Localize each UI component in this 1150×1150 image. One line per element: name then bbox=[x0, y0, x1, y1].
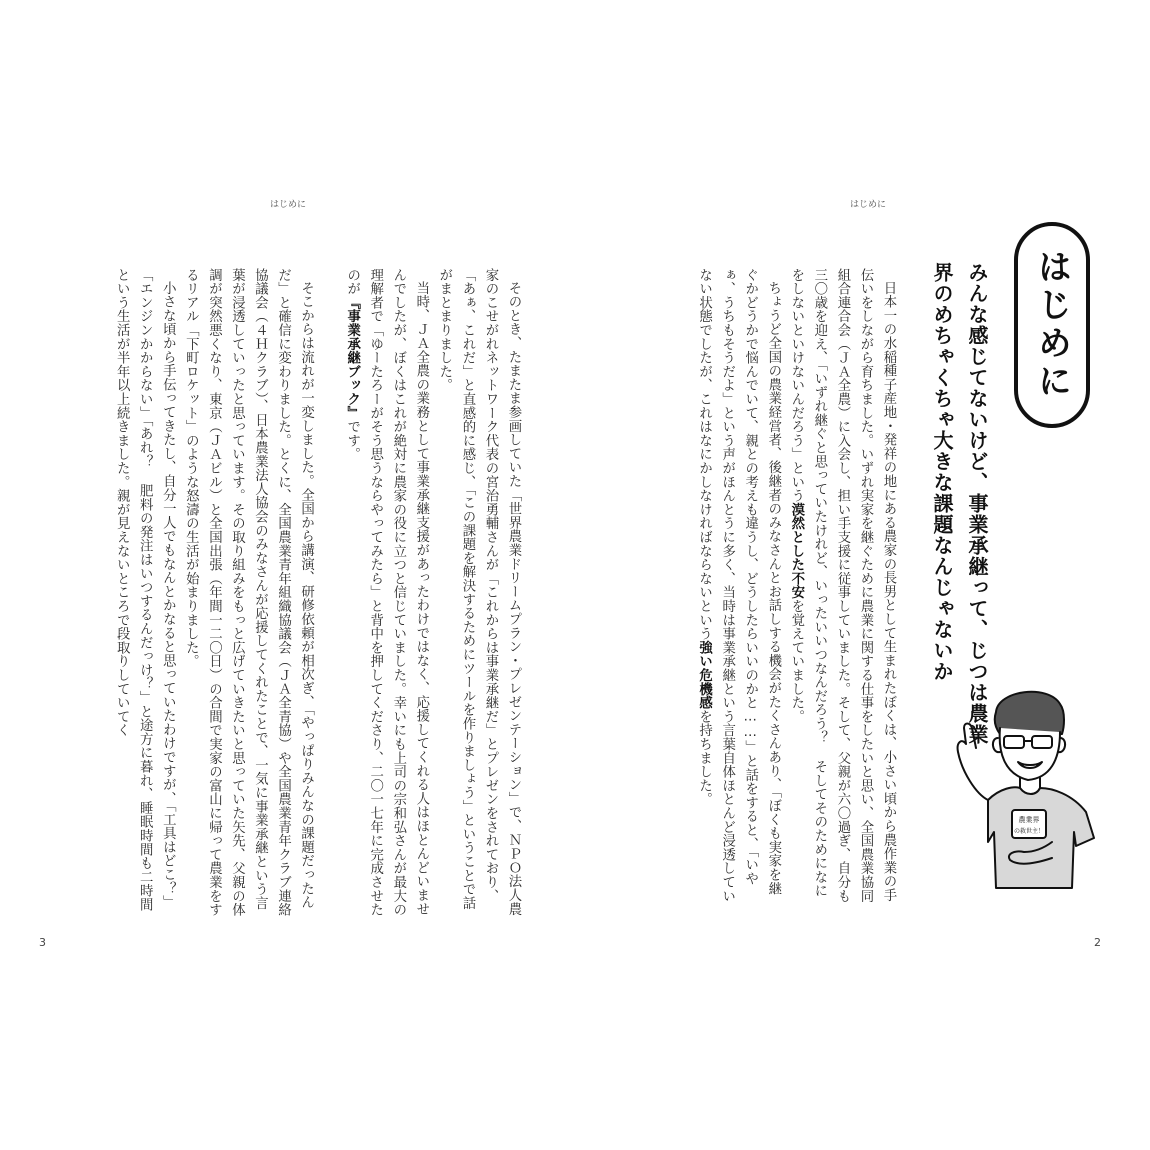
right-page-body bbox=[620, 268, 900, 908]
chapter-subtitle: みんな感じてないけど、事業承継って、じつは農業界のめちゃくちゃ大きな課題なんじゃないか bbox=[930, 262, 989, 745]
svg-text:農業界: 農業界 bbox=[1018, 816, 1040, 824]
page-number-left: 3 bbox=[39, 936, 46, 949]
paragraph: 当時、ＪＡ全農の業務として事業承継支援があったわけではなく、応援してくれる人はほとんどいませんでしたが、ぼくはこれが絶対に農家の役に立つと信じていました。幸いにも上司の宗和弘さんが最大の理解者で「ゆーたろーがそう思うならやってみたら」と背中を押してくださり、二〇一七年に完成させたのが『事業承継ブック』です。 bbox=[344, 268, 429, 917]
emphasis-text: 漠然とした不安 bbox=[788, 502, 804, 600]
paragraph: ちょうど全国の農業経営者、後継者のみなさんとお話しする機会がたくさんあり、「ぼくも実家を継ぐかどうかで悩んでいて、親との考えも違うし、どうしたらいいのかと……」と話をすると、「いやぁ、うちもそうだよ」という声がほんとうに多く、当時は事業承継という言葉自体ほとんど浸透していない状態でしたが、これはなにかしなければならないという強い危機感を持ちました。 bbox=[696, 268, 781, 903]
paragraph: そのとき、たまたま参画していた「世界農業ドリームプラン・プレゼンテーション」で、ＮＰＯ法人農家のこせがれネットワーク代表の宮治勇輔さんが「これからは事業承継だ」とプレゼンをされており、「あぁ、これだ」と直感的に感じ、「この課題を解決するためにツールを作りましょう」ということで話がまとまりました。 bbox=[436, 268, 521, 917]
emphasis-text: 強い危機感 bbox=[696, 640, 712, 710]
paragraph: 小さな頃から手伝ってきたし、自分一人でもなんとかなると思っていたわけですが、「工具はどこ？」「エンジンかからない」「あれ？ 肥料の発注はいつするんだっけ？」と途方に暮れ、睡眠時間も二時間という生活が半年以上続きました。親が見えないところで段取りしていてく bbox=[114, 268, 176, 912]
paragraph: そこからは流れが一変しました。全国から講演、研修依頼が相次ぎ、「やっぱりみんなの課題だったんだ」と確信に変わりました。とくに、全国農業青年組織協議会（ＪＡ全青協）や全国農業青年クラブ連絡協議会（４Ｈクラブ）、日本農業法人協会のみなさんが応援してくれたことで、一気に事業承継という言葉が浸透していったと思っています。その取り組みをもっと広げていきたいと思っていた矢先、父親の体調が突然悪くなり、東京（ＪＡビル）と全国出張（年間一二〇日）の合間で実家の富山に帰って農業をするリアル「下町ロケット」のような怒濤の生活が始まりました。 bbox=[183, 268, 314, 917]
author-illustration bbox=[948, 682, 1098, 902]
chapter-title-box bbox=[1014, 222, 1090, 428]
chapter-title: はじめに bbox=[1031, 249, 1072, 401]
running-head-left: はじめに bbox=[270, 200, 307, 210]
page-number-right: 2 bbox=[1094, 936, 1101, 949]
blank-line bbox=[318, 268, 341, 918]
running-head-right: はじめに bbox=[850, 200, 887, 210]
svg-text:の救世主！: の救世主！ bbox=[1013, 828, 1045, 835]
book-title-emphasis: 『事業承継ブック』 bbox=[344, 295, 360, 420]
paragraph: 日本一の水稲種子産地・発祥の地にある農家の長男として生まれたぼくは、小さい頃から農作業の手伝いをしながら育ちました。いずれ実家を継ぐために農業に関する仕事をしたいと思い、全国農業協同組合連合会（ＪＡ全農）に入会し、担い手支援に従事していました。そして、父親が六〇過ぎ、自分も三〇歳を迎え、「いずれ継ぐと思っていたけれど、いったいいつなんだろう？ そしてそのためになにをしないといけないんだろう」という漠然とした不安を覚えていました。 bbox=[788, 268, 896, 903]
left-page-body bbox=[55, 268, 525, 918]
